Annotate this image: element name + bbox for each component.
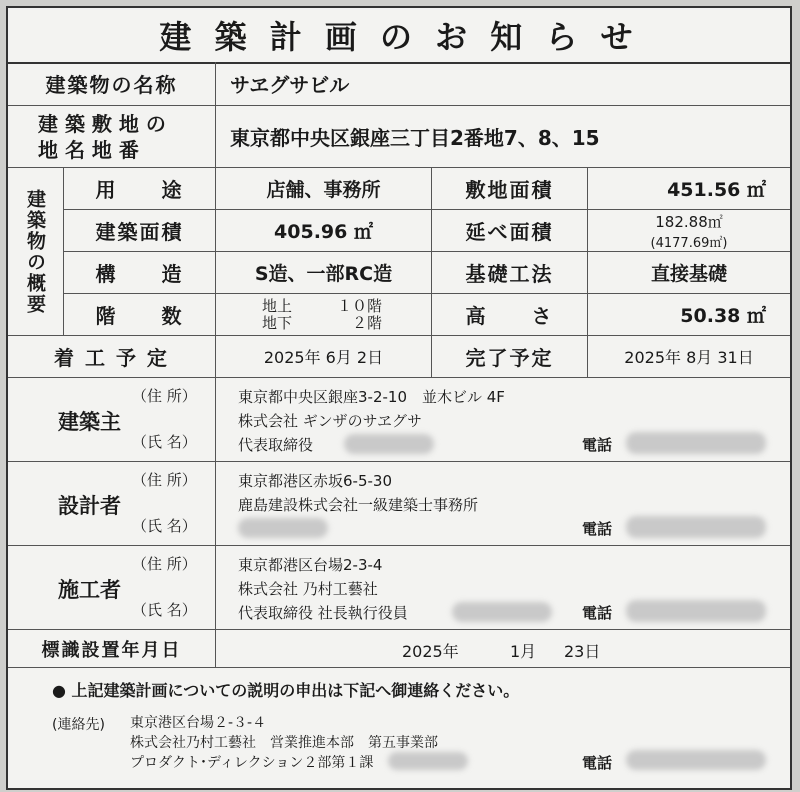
notice-board (6, 6, 792, 790)
start-value: 2025年 6月 2日 (216, 336, 432, 378)
designer-info-cell (216, 462, 790, 546)
contractor-company: 株式会社 乃村工藝社 (238, 580, 378, 598)
sign-date-cell (216, 630, 790, 668)
structure-label: 構 造 (64, 252, 216, 294)
floor-area-label: 延べ面積 (432, 210, 588, 252)
designer-label-cell (8, 462, 216, 546)
end-label: 完了予定 (432, 336, 588, 378)
site-label (8, 106, 216, 168)
contact-line1: 東京港区台場２-３-４ (130, 715, 267, 731)
building-area-label: 建築面積 (64, 210, 216, 252)
contractor-address-label: （住 所） (132, 555, 197, 573)
contractor-label-cell (8, 546, 216, 630)
floor-area-cell (588, 210, 790, 252)
designer-name-redacted (238, 518, 328, 538)
owner-rep: 代表取締役 (238, 436, 314, 454)
building-name-value: サヱグサビル (216, 62, 790, 106)
owner-rep-redacted (344, 434, 434, 454)
notice-section (8, 668, 790, 788)
use-label: 用 途 (64, 168, 216, 210)
owner-label-cell (8, 378, 216, 462)
end-value: 2025年 8月 31日 (588, 336, 790, 378)
designer-name-label: （氏 名） (132, 517, 197, 535)
designer-tel-label: 電話 (582, 520, 613, 538)
owner-tel-label: 電話 (582, 436, 613, 454)
floor-area-sub: (4177.69㎡) (650, 235, 728, 251)
contractor-address: 東京都港区台場2-3-4 (238, 556, 383, 574)
designer-address: 東京都港区赤坂6-5-30 (238, 472, 392, 490)
owner-company: 株式会社 ギンザのサヱグサ (238, 412, 423, 430)
use-value: 店舗、事務所 (216, 168, 432, 210)
sign-date-month: 1月 (510, 642, 537, 661)
foundation-label: 基礎工法 (432, 252, 588, 294)
contact-redacted (388, 752, 468, 770)
foundation-value: 直接基礎 (588, 252, 790, 294)
height-value: 50.38 ㎡ (588, 294, 790, 336)
building-area-value: 405.96 ㎡ (216, 210, 432, 252)
contractor-rep: 代表取締役 社長執行役員 (238, 604, 408, 622)
contractor-label: 施工者 (58, 578, 121, 602)
overview-label: 建築物の概要 (24, 188, 46, 315)
notice-text: ● 上記建築計画についての説明の申出は下記へ御連絡ください。 (52, 681, 520, 700)
start-label: 着 工 予 定 (8, 336, 216, 378)
floors-cell (216, 294, 432, 336)
building-name-label: 建築物の名称 (8, 62, 216, 106)
site-label-line1: 建 築 敷 地 の (38, 111, 166, 136)
site-area-label: 敷地面積 (432, 168, 588, 210)
floor-area-value: 182.88㎡ (655, 212, 723, 231)
owner-address: 東京都中央区銀座3-2-10 並木ビル 4F (238, 388, 505, 406)
owner-info-cell (216, 378, 790, 462)
owner-address-label: （住 所） (132, 387, 197, 405)
contractor-name-label: （氏 名） (132, 601, 197, 619)
sign-date-day: 23日 (564, 642, 601, 661)
site-label-line2: 地 名 地 番 (38, 137, 139, 162)
contractor-rep-redacted (452, 602, 552, 622)
designer-company: 鹿島建設株式会社一級建築士事務所 (238, 496, 479, 514)
owner-name-label: （氏 名） (132, 433, 197, 451)
designer-address-label: （住 所） (132, 471, 197, 489)
contact-line3: プロダクト･ディレクション２部第１課 (130, 755, 374, 771)
notice-title: 建 築 計 画 の お 知 ら せ (8, 8, 790, 64)
contractor-tel-label: 電話 (582, 604, 613, 622)
site-value: 東京都中央区銀座三丁目2番地7、8、15 (216, 106, 790, 168)
overview-label-cell (8, 168, 64, 336)
owner-tel-redacted (626, 432, 766, 454)
sign-date-label: 標識設置年月日 (8, 630, 216, 668)
floors-above: 地上 １０階 (262, 296, 383, 315)
height-label: 高 さ (432, 294, 588, 336)
contractor-tel-redacted (626, 600, 766, 622)
floors-label: 階 数 (64, 294, 216, 336)
contact-line2: 株式会社乃村工藝社 営業推進本部 第五事業部 (130, 735, 438, 751)
designer-tel-redacted (626, 516, 766, 538)
sign-date-year: 2025年 (402, 642, 459, 661)
contact-tel-redacted (626, 750, 766, 770)
floors-below: 地下 ２階 (262, 313, 383, 332)
contractor-info-cell (216, 546, 790, 630)
contact-label: (連絡先) (52, 717, 105, 733)
site-area-value: 451.56 ㎡ (588, 168, 790, 210)
owner-label: 建築主 (58, 410, 121, 434)
structure-value: S造、一部RC造 (216, 252, 432, 294)
designer-label: 設計者 (58, 494, 121, 518)
contact-tel-label: 電話 (582, 754, 613, 772)
